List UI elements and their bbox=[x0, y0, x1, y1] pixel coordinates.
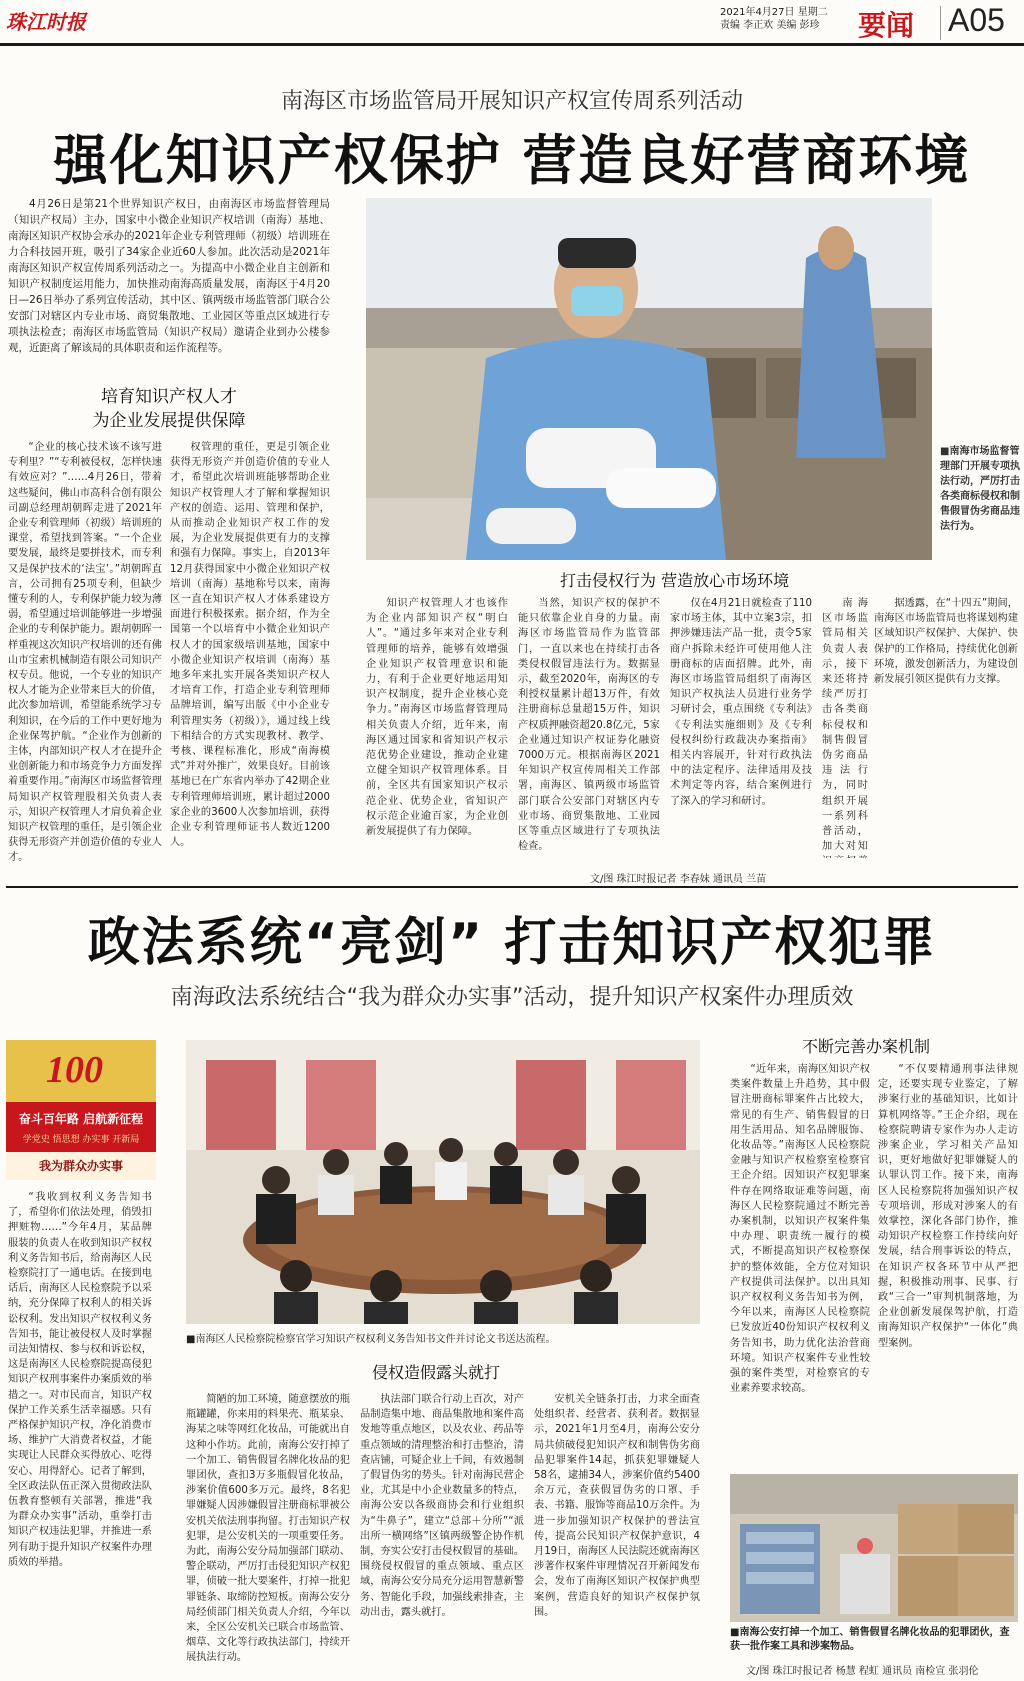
story2-column-5-text: “近年来，南海区知识产权类案件数量上升趋势，其中假冒注册商标罪案件占比较大，常见的有生产、销售假冒的日用生活用品、知名品牌服饰、化妆品等。”南海区人民检察院金融与知识产权检察室检察官王企介绍。因知识产权犯罪案件存在网络取证难等问题，南海区人民检察院通过不断完善办案机制，以知识产权案件集中办理、职责统一履行的模式，不断提高知识产权检察保护的整体效能，全方位对知识产权提供司法保护。以出具知识产权权利义务告知书为例，今年以来，南海区人民检察院已发放近40份知识产权权利义务告知书，助力优化法治营商环境。知识产权案件专业性较强的案件类型，对检察官的专业素养要求较高。 bbox=[730, 1064, 870, 1395]
seized-goods-illustration bbox=[730, 1474, 1018, 1622]
newspaper-masthead: 珠江时报 bbox=[6, 10, 86, 34]
story1-column-3-text: 知识产权管理人才也该作为企业内部知识产权“明白人”。“通过多年来对企业专利管理师的培养，能够有效增强企业知识产权管理意识和能力，有利于企业更好地运用知识产权制度，提升企业核心竞争力。”南海区市场监督管理局相关负责人介绍，近年来，南海区通过国家和省知识产权示范优势企业建设，推动企业建立健全知识产权管理体系。目前，全区共有国家知识产权示范企业、优势企业，省知识产权示范企业逾百家，为企业创新发展提供了有力保障。 bbox=[366, 598, 508, 838]
editor-credit: 责编 李正欢 美编 彭珍 bbox=[720, 20, 820, 31]
story2-headline: 政法系统“亮剑” 打击知识产权犯罪 bbox=[87, 913, 937, 973]
story1-column-3 bbox=[366, 596, 508, 858]
story1-credit: 文/图 珠江时报记者 李春妹 通讯员 兰苗 bbox=[590, 874, 767, 885]
story1-kicker: 南海区市场监管局开展知识产权宣传周系列活动 bbox=[280, 89, 743, 114]
procuratorate-meeting-photo bbox=[186, 1040, 700, 1324]
story1-column-7-text: 据透露，在“十四五”期间，南海区市场监管局也将谋划构建区域知识产权保护、大保护、快保护的工作格局，持续优化创新环境，激发创新活力，为建设创新发展引领区提供有力支撑。 bbox=[874, 598, 1018, 686]
section-name: 要闻 bbox=[858, 9, 915, 42]
story2-column-6-text: “不仅要精通刑事法律规定，还要实现专业鉴定，了解涉案行业的基础知识，比如计算机网络等。”王企介绍，现在检察院聘请专家作为办人走访涉案企业，学习相关产品知识，更好地做好犯罪嫌疑人的认罪认罚工作。接下来，南海区人民检察院将加强知识产权专项培训，形成对涉案人的有效掌控，深化各部门协作，推动知识产权检察工作持续向好发展，结合刑事诉讼的特点，在知识产权各环节中从严把握，积极推动刑事、民事、行政“三合一”审判机制落地，为企业创新发展保驾护航，打造南海知识产权保护“一体化”典型案例。 bbox=[878, 1064, 1018, 1349]
story2-subhead-mechanism: 不断完善办案机制 bbox=[802, 1037, 931, 1056]
seized-goods-caption: ■南海公安打掉一个加工、销售假冒名牌化妆品的犯罪团伙，查获一批作案工具和涉案物品。 bbox=[730, 1627, 1010, 1652]
page-header bbox=[0, 0, 1024, 46]
story1-subhead-talent-text: 培育知识产权人才 为企业发展提供保障 bbox=[92, 387, 246, 431]
story2-column-1 bbox=[8, 1190, 152, 1676]
header-divider bbox=[940, 6, 941, 40]
story2-column-3 bbox=[360, 1392, 524, 1676]
badge-number: 100 bbox=[46, 1049, 103, 1091]
story2-column-4-text: 安机关全链条打击，力求全面查处组织者、经营者、获利者。数据显示，2021年1月至4月，南海公安分局共侦破侵犯知识产权和制售伪劣商品犯罪案件14起，抓获犯罪嫌疑人58名，逮捕34人，涉案价值约5400余万元，查获假冒伪劣的口罩、手表、书籍、服饰等商品10万余件。为进一步加强知识产权保护的普法宣传，提高公民知识产权保护意识，4月19日，南海区人民法院还就南海区涉著作权案件审理情况召开新闻发布会，发布了南海区知识产权保护典型案例，营造良好的知识产权保护氛围。 bbox=[534, 1394, 700, 1618]
story2-column-6 bbox=[878, 1062, 1018, 1468]
story1-column-7 bbox=[874, 596, 1018, 858]
story1-column-5-text: 仅在4月21日就检查了110家市场主体，其中立案3宗，扣押涉嫌违法产品一批，责令5家商户拆除未经许可使用他人注册商标的店面招牌。此外，南海区市场监管局组织了南海区知识产权执法人员进行业务学习研讨会，重点围绕《专利法》《专利法实施细则》及《专利侵权纠纷行政裁决办案指南》相关内容展开，针对行政执法中的法定程序、法律适用及技术判定等内容，结合案例进行了深入的学习和研讨。 bbox=[670, 598, 812, 807]
story2-column-2 bbox=[186, 1392, 350, 1676]
campaign-badge bbox=[6, 1040, 156, 1180]
story2-column-1-text: “我收到权利义务告知书了，希望你们依法处理，俏毁扣押赃物……”今年4月，某品牌服装的负责人在收到知识产权权利义务告知书后，给南海区人民检察院打了一通电话。在接到电话后，南海区人民检察院予以采纳，充分保障了权利人的相关诉讼权利。发出知识产权权利义务告知书，能让被侵权人及时掌握司法知情权、参与权和诉讼权，这是南海区人民检察院提高侵犯知识产权刑事案件办案质效的举措之一。对市民而言，知识产权保护工作关系生活幸福感。只有严格保护知识产权，净化消费市场、维护广大消费者权益，才能实现让人民群众买得放心、吃得安心、用得舒心。记者了解到，全区政法队伍正深入贯彻政法队伍教育整顿有关部署，推进“我为群众办实事”活动，重拳打击知识产权违法犯罪，并推进一系列有助于提升知识产权案件办理质效的举措。 bbox=[8, 1192, 152, 1568]
badge-campaign-name: 我为群众办实事 bbox=[6, 1152, 156, 1180]
story1-column-4-text: 当然，知识产权的保护不能只依靠企业自身的力量。南海区市场监管局作为监管部门，一直以来也在持续打击各类侵权假冒违法行为。数据显示，截至2020年，南海区的专利授权量累计超13万件，有效注册商标总量超15万件，知识产权质押融资超20.8亿元，5家企业通过知识产权证券化融资7000万元。根据南海区2021年知识产权宣传周相关工作部署，南海区、镇两级市场监管部门联合公安部门对辖区内专业市场、商贸集散地、工业园区等重点区域进行了专项执法检查。 bbox=[518, 598, 660, 853]
story1-column-2 bbox=[170, 440, 330, 882]
badge-slogan: 奋斗百年路 启航新征程 bbox=[18, 1112, 144, 1126]
inspection-photo-illustration bbox=[366, 198, 932, 560]
meeting-photo-caption: ■南海区人民检察院检察官学习知识产权权利义务告知书文件并讨论文书送达流程。 bbox=[186, 1334, 556, 1345]
meeting-photo-illustration bbox=[186, 1040, 700, 1324]
story1-lead bbox=[8, 196, 330, 372]
story2-column-2-text: 简陋的加工环境，随意摆放的瓶瓶罐罐，你来用的料果壳、瓶某泉、海某之味等网红化妆品，可能就出自这种小作坊。此前，南海公安打掉了一个加工、销售假冒名牌化妆品的犯罪团伙，查扣3万多瓶假冒化妆品，涉案价值600多万元。最终，8名犯罪嫌疑人因涉嫌假冒注册商标罪被公安机关依法刑事拘留。打击知识产权犯罪，是公安机关的一项重要任务。为此，南海公安分局加强部门联动、警企联动，严厉打击侵犯知识产权犯罪，侦破一批大要案件，打掉一批犯罪链条、取缔防控短板。南海公安分局经侦部门相关负责人介绍，今年以来，全区公安机关已联合市场监管、烟草、文化等行政执法部门，持续开展执法行动。 bbox=[186, 1394, 350, 1664]
story1-column-4 bbox=[518, 596, 660, 858]
story1-headline: 强化知识产权保护 营造良好营商环境 bbox=[53, 129, 971, 192]
story2-column-5 bbox=[730, 1062, 870, 1468]
inspection-photo-caption: ■南海市场监督管理部门开展专项执法行动，严厉打击各类商标侵权和制售假冒伪劣商品违法行为。 bbox=[940, 446, 1020, 532]
story1-subhead-talent bbox=[8, 385, 330, 433]
badge-subslogan: 学党史 悟思想 办实事 开新局 bbox=[22, 1135, 140, 1145]
story1-lead-text: 4月26日是第21个世界知识产权日，由南海区市场监督管理局（知识产权局）主办，国家中小微企业知识产权培训（南海）基地、南海区知识产权协会承办的2021年企业专利管理师（初级）培训班在力合科技园开班，吸引了34家企业近60人参加。此次活动是2021年南海区知识产权宣传周系列活动之一。为提高中小微企业自主创新和知识产权制度运用能力，加快推动南海高质量发展，南海区于4月20日—26日举办了系列宣传活动，其中区、镇两级市场监管部门联合公安部门对辖区内专业市场、商贸集散地、工业园区等重点区域进行专项执法检查；南海区市场监管局（知识产权局）邀请企业到办公楼参观，近距离了解该局的具体职责和运作流程等。 bbox=[8, 198, 330, 354]
story1-column-1-text: “企业的核心技术该不该写进专利里？”“专利被侵权，怎样快速有效应对？”……4月26日，带着这些疑问，佛山市高科合创有限公司副总经理胡朝晖走进了2021年企业专利管理师（初级）培训班的课堂，希望找到答案。“一个企业要发展，最终是要拼技术，而专利又是保护技术的‘法宝’。”胡朝晖直言，公司拥有25项专利，但缺少懂专利的人，专利保护能力较为薄弱，希望通过培训能够进一步增强企业的专利保护能力。跟胡朝晖一样重视这次知识产权培训的还有佛山市宝索机械制造有限公司知识产权专员。他说，一个专业的知识产权人才能为企业带来巨大的价值，此次参加培训，希望能系统学习专利知识，在今后的工作中更好地为企业保驾护航。“企业作为创新的主体，内部知识产权人才在提升企业创新能力和市场竞争力方面发挥着重要作用。”南海区市场监督管理局知识产权管理股相关负责人表示，知识产权管理人才肩负着企业知识产权管理的重任，是引领企业获得无形资产并创造价值的专业人才。 bbox=[8, 442, 162, 864]
page-number: A05 bbox=[948, 2, 1005, 38]
seized-goods-photo bbox=[730, 1474, 1018, 1622]
story1-column-5 bbox=[670, 596, 812, 858]
story1-column-6-text: 南海区市场监管局相关负责人表示，接下来还将持续严厉打击各类商标侵权和制售假冒伪劣商品违法行为，同时组织开展一系列科普活动，加大对知 bbox=[822, 598, 868, 853]
story1-column-1 bbox=[8, 440, 162, 882]
story1-column-2-text: 权管理的重任，更是引领企业获得无形资产并创造价值的专业人才，希望此次培训班能够帮助企业知识产权管理人才了解和掌握知识产权的创造、运用、管理和保护，从而推动企业知识产权工作的发展，为企业发展提供更有力的支撑和强有力保障。事实上，自2013年12月获得国家中小微企业知识产权培训（南海）基地称号以来，南海区一直在知识产权人才体系建设方面进行积极探索。据介绍，作为全国第一个以培育中小微企业知识产权人才的国家级培训基地，国家中小微企业知识产权培训（南海）基地多年来扎实开展各类知识产权人才培育工作，打造企业专利管理师品牌培训，编写出版《中小企业专利管理实务（初级）》，通过线上线下相结合的方式实现教材、教学、考核、课程标准化，形成“南海模式”并对外推广，效果良好。目前该基地已在广东省内举办了42期企业专利管理师培训班，累计超过2000家企业的3600人次参加培训，获得企业专利管理师证书人数近1200人。 bbox=[170, 442, 330, 849]
story2-subhead-crackdown: 侵权造假露头就打 bbox=[372, 1363, 501, 1382]
story1-column-6 bbox=[822, 596, 868, 858]
issue-date-block bbox=[720, 6, 828, 32]
story1-subhead-enforcement: 打击侵权行为 营造放心市场环境 bbox=[560, 571, 790, 590]
story-divider bbox=[6, 886, 1018, 888]
story2-column-4 bbox=[534, 1392, 700, 1676]
story2-column-3-text: 执法部门联合行动上百次，对产品制造集中地、商品集散地和案件高发地等重点地区，以及农业、药品等重点领域的清理整治和打击整治，清查店铺，可疑企业上千间，有效遏制了假冒伪劣的势头。针对南海民营企业，尤其是中小企业数量多的特点，南海公安以各级商协会和行业组织为“牛鼻子”，建立“总部＋分所”“派出所一横网络”区镇两级警企协作机制，夯实公安打击侵权假冒的基础。围绕侵权假冒的重点领域、重点区域，南海公安分局充分运用智慧新警务、智能化手段，加强线索排查，主动出击，露头就打。 bbox=[360, 1394, 524, 1618]
issue-date: 2021年4月27日 星期二 bbox=[720, 7, 828, 18]
inspection-photo bbox=[366, 198, 932, 560]
story2-credit: 文/图 珠江时报记者 杨慧 程虹 通讯员 南检宣 张羽伦 bbox=[746, 1666, 979, 1677]
story2-kicker: 南海政法系统结合“我为群众办实事”活动，提升知识产权案件办理质效 bbox=[170, 985, 854, 1010]
